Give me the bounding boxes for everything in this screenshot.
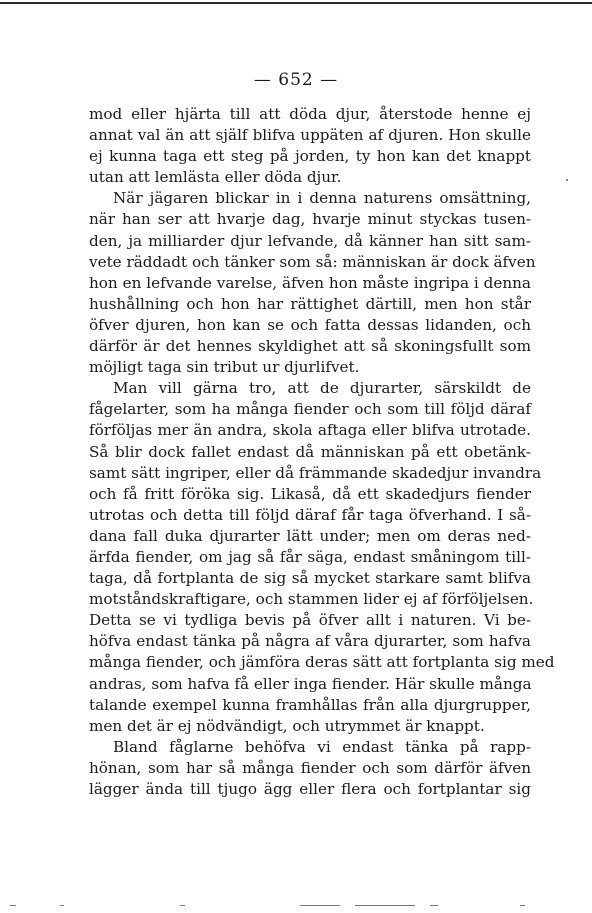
- text-line: många fiender, och jämföra deras sätt att fortplanta sig med: [89, 653, 555, 672]
- text-line: den, ja milliarder djur lefvande, då känner han sitt sam-: [89, 231, 531, 250]
- text-line: lägger ända till tjugo ägg eller flera och fortplantar sig: [89, 780, 531, 798]
- text-line: talande exempel kunna framhållas från alla djurgrupper,: [89, 695, 531, 714]
- scan-bottom-edge-noise: [0, 905, 592, 909]
- text-line: ej kunna taga ett steg på jorden, ty hon kan det knappt: [89, 147, 531, 166]
- text-line: förföljas mer än andra, skola aftaga eller blifva utrotade.: [89, 421, 531, 440]
- text-line: annat val än att själf blifva uppäten af djuren. Hon skulle: [89, 126, 531, 145]
- text-line: andras, som hafva få eller inga fiender. Här skulle många: [89, 674, 532, 693]
- text-line: utrotas och detta till följd däraf får taga öfverhand. I så-: [89, 505, 531, 524]
- text-line: Detta se vi tydliga bevis på öfver allt i naturen. Vi be-: [89, 611, 531, 630]
- body-text: [89, 104, 555, 800]
- top-page-edge-rule: [0, 2, 592, 4]
- text-line: fågelarter, som ha många fiender och som till följd däraf: [89, 400, 531, 419]
- text-line: motståndskraftigare, och stammen lider ej af förföljelsen.: [89, 590, 534, 609]
- text-line: Bland fåglarne behöfva vi endast tänka på rapp-: [113, 737, 531, 756]
- text-line: hon en lefvande varelse, äfven hon måste ingripa i denna: [89, 273, 531, 292]
- text-line: ärfda fiender, om jag så får säga, endast småningom till-: [89, 547, 531, 566]
- text-line: höfva endast tänka på några af våra djurarter, som hafva: [89, 632, 531, 651]
- text-line: Man vill gärna tro, att de djurarter, särskildt de: [113, 379, 531, 398]
- text-line: och få fritt föröka sig. Likaså, då ett skadedjurs fiender: [89, 484, 531, 503]
- text-line: Så blir dock fallet endast då människan på ett obetänk-: [89, 442, 531, 461]
- text-line: utan att lemlästa eller döda djur.: [89, 168, 342, 187]
- text-line: mod eller hjärta till att döda djur, återstode henne ej: [89, 105, 531, 123]
- text-line: När jägaren blickar in i denna naturens omsättning,: [113, 189, 531, 208]
- margin-speck: [566, 179, 568, 181]
- text-line: öfver djuren, hon kan se och fatta dessas lidanden, och: [89, 315, 531, 334]
- text-line: hönan, som har så många fiender och som därför äfven: [89, 758, 531, 777]
- text-line: när han ser att hvarje dag, hvarje minut styckas tusen-: [89, 210, 531, 229]
- text-line: vete räddadt och tänker som så: människan är dock äfven: [89, 252, 536, 271]
- page-number: — 652 —: [253, 70, 339, 90]
- text-line: dana fall duka djurarter lätt under; men om deras ned-: [89, 526, 531, 545]
- text-line: samt sätt ingriper, eller då främmande skadedjur invandra: [89, 463, 542, 482]
- text-line: möjligt taga sin tribut ur djurlifvet.: [89, 358, 360, 377]
- text-line: hushållning och hon har rättighet därtill, men hon står: [89, 294, 531, 313]
- text-line: därför är det hennes skyldighet att så skoningsfullt som: [89, 337, 531, 356]
- text-line: taga, då fortplanta de sig så mycket starkare samt blifva: [89, 569, 531, 588]
- text-line: men det är ej nödvändigt, och utrymmet är knappt.: [89, 716, 485, 735]
